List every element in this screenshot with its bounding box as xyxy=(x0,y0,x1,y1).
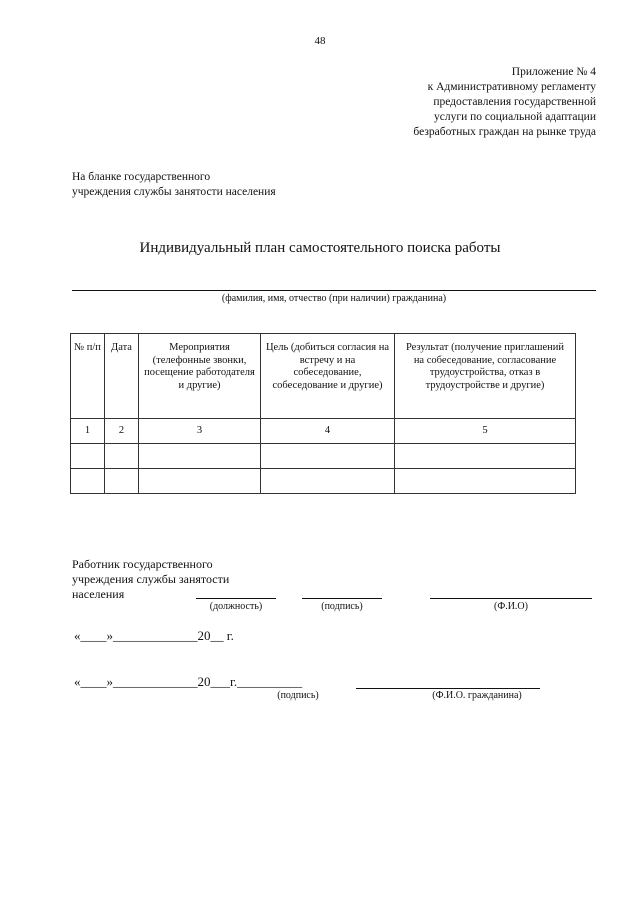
worker-label-line: учреждения службы занятости xyxy=(72,572,230,586)
signature-line xyxy=(302,598,382,599)
worker-label-line: Работник государственного xyxy=(72,557,213,571)
fio-line xyxy=(430,598,592,599)
column-number-row xyxy=(71,419,576,444)
appendix-line: Приложение № 4 xyxy=(511,66,596,78)
header-date: Дата xyxy=(105,334,139,419)
header-activities: Мероприятия (телефонные звонки, посещение работодателя и другие) xyxy=(139,334,261,419)
position-caption: (должность) xyxy=(209,601,263,612)
page-number: 48 xyxy=(314,35,326,47)
citizen-signature-caption: (подпись) xyxy=(277,690,319,701)
table-row xyxy=(71,469,576,494)
table-cell xyxy=(395,469,576,494)
column-number: 5 xyxy=(395,419,576,444)
table-cell xyxy=(261,469,395,494)
appendix-line: безработных граждан на рынке труда xyxy=(413,126,596,138)
appendix-line: предоставления государственной xyxy=(433,96,596,108)
position-line xyxy=(196,598,276,599)
worker-label-line: населения xyxy=(72,587,125,601)
citizen-name-caption: (фамилия, имя, отчество (при наличии) гражданина) xyxy=(221,293,447,304)
citizen-name-line xyxy=(72,290,596,291)
column-number: 1 xyxy=(71,419,105,444)
document-title: Индивидуальный план самостоятельного поиска работы xyxy=(139,240,501,256)
table-header-row xyxy=(71,334,576,419)
appendix-line: к Административному регламенту xyxy=(427,81,596,93)
table-cell xyxy=(71,444,105,469)
table-cell xyxy=(139,469,261,494)
column-number: 2 xyxy=(105,419,139,444)
letterhead-line: учреждения службы занятости населения xyxy=(72,186,276,198)
letterhead-note xyxy=(72,170,276,200)
table-cell xyxy=(105,469,139,494)
header-number: № п/п xyxy=(71,334,105,419)
table-cell xyxy=(105,444,139,469)
table-cell xyxy=(71,469,105,494)
citizen-fio-line xyxy=(356,688,540,689)
worker-signature-label xyxy=(72,557,229,602)
date-line-1: «____»_____________20__ г. xyxy=(74,628,234,643)
appendix-reference xyxy=(336,65,596,140)
citizen-fio-caption: (Ф.И.О. гражданина) xyxy=(432,690,522,701)
job-search-plan-table xyxy=(70,333,576,494)
header-goal: Цель (добиться согласия на встречу и на собеседование, собеседование и другие) xyxy=(261,334,395,419)
table-cell xyxy=(261,444,395,469)
letterhead-line: На бланке государственного xyxy=(72,171,211,183)
header-result: Результат (получение приглашений на собеседование, согласование трудоустройства, отказ в трудоустройстве и другие) xyxy=(395,334,576,419)
appendix-line: услуги по социальной адаптации xyxy=(434,111,596,123)
date-line-2: «____»_____________20___г.__________ xyxy=(74,674,303,689)
table-cell xyxy=(395,444,576,469)
table-cell xyxy=(139,444,261,469)
signature-caption: (подпись) xyxy=(321,601,363,612)
column-number: 4 xyxy=(261,419,395,444)
column-number: 3 xyxy=(139,419,261,444)
table-row xyxy=(71,444,576,469)
fio-caption: (Ф.И.О) xyxy=(493,601,528,612)
